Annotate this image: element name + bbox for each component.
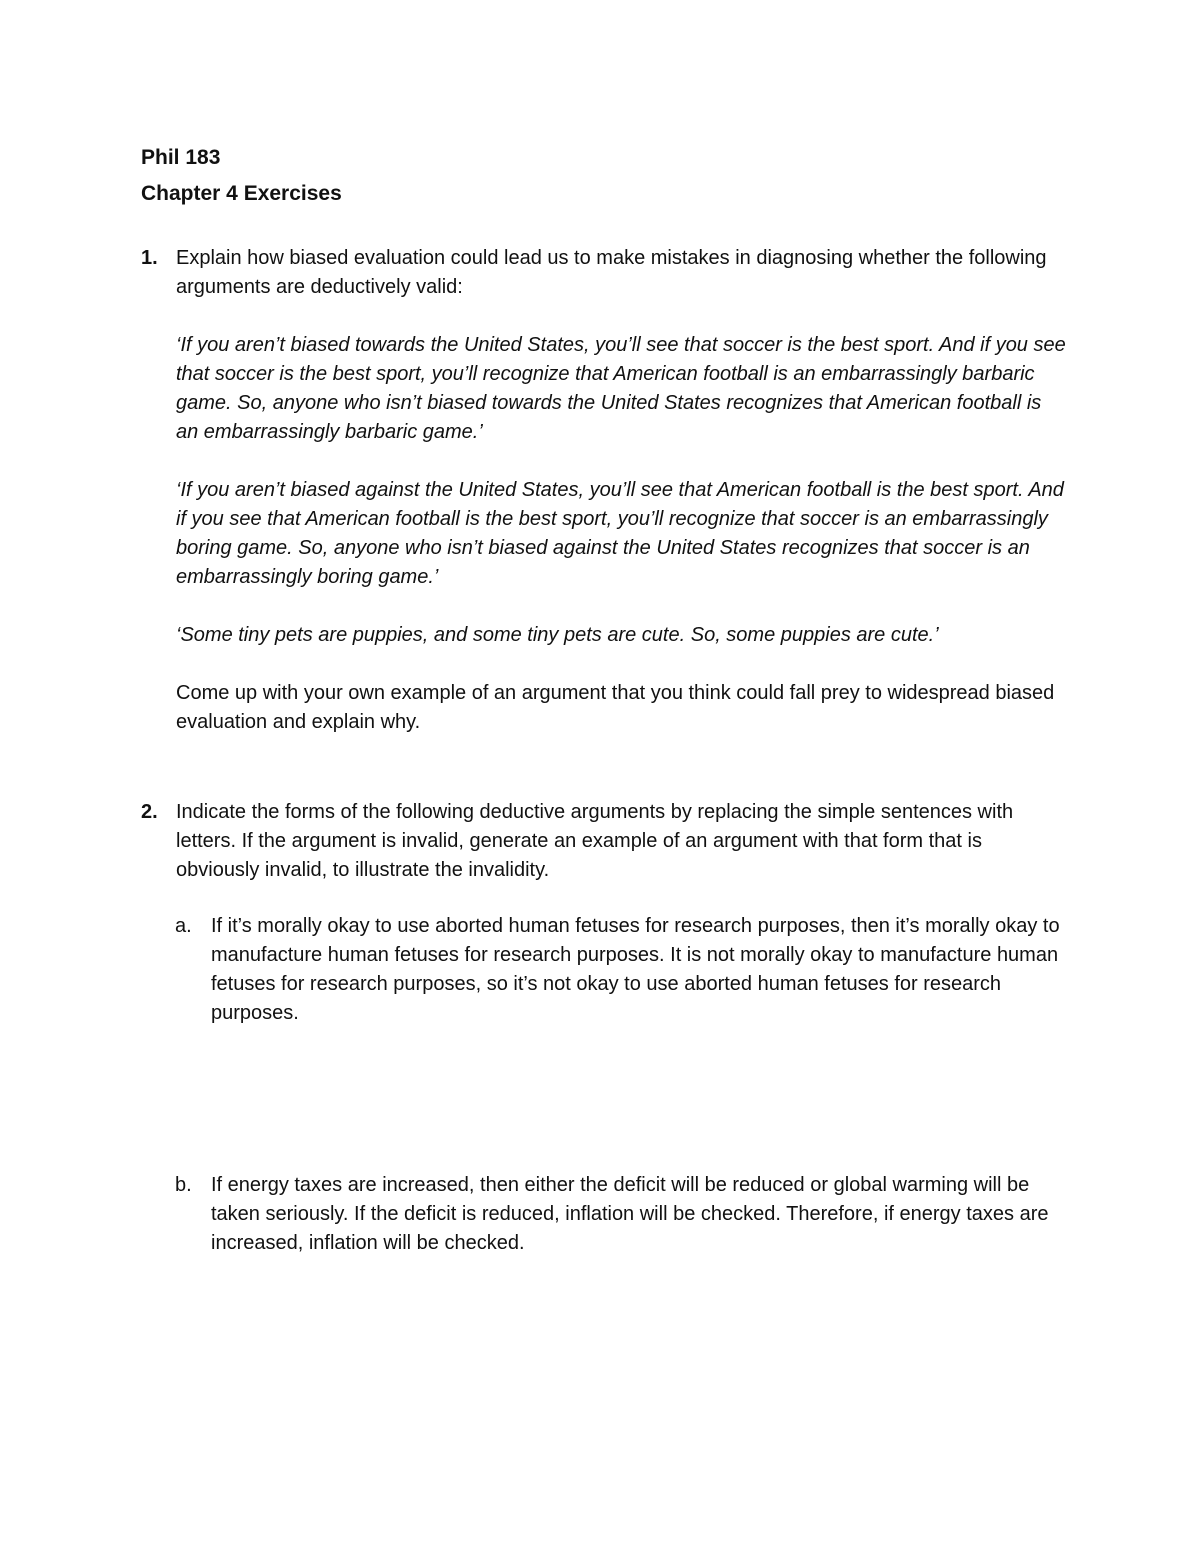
- chapter-title: Chapter 4 Exercises: [141, 182, 342, 205]
- sub-question-letter: b.: [175, 1174, 192, 1196]
- question-body: [176, 244, 1066, 737]
- question-number: 1.: [141, 247, 158, 269]
- question-number: 2.: [141, 801, 158, 823]
- sub-question-text: If it’s morally okay to use aborted human fetuses for research purposes, then it’s morally okay to manufacture human fetuses for research purposes. It is not morally okay to manufacture human fetuses for research purposes, so it’s not okay to use aborted human fetuses for research purposes.: [211, 915, 1060, 1024]
- sub-question-letter: a.: [175, 915, 192, 937]
- question-prompt: Indicate the forms of the following deductive arguments by replacing the simple sentences with letters. If the argument is invalid, generate an example of an argument with that form that is obviously invalid, to illustrate the invalidity.: [176, 801, 1014, 881]
- argument-quote: ‘Some tiny pets are puppies, and some tiny pets are cute. So, some puppies are cute.’: [176, 624, 939, 646]
- course-title: Phil 183: [141, 146, 221, 169]
- argument-quote: ‘If you aren’t biased against the United States, you’ll see that American football is the best sport. And if you see that American football is the best sport, you’ll recognize that soccer is an embarrassingly boring game. So, anyone who isn’t biased against the United States recognizes that soccer is an embarrassingly boring game.’: [176, 479, 1064, 588]
- question-body: [176, 798, 1066, 885]
- question-prompt: Explain how biased evaluation could lead us to make mistakes in diagnosing whether the following arguments are deductively valid:: [176, 247, 1047, 298]
- sub-question-text: If energy taxes are increased, then either the deficit will be reduced or global warming will be taken seriously. If the deficit is reduced, inflation will be checked. Therefore, if energy taxes are increased, inflation will be checked.: [211, 1174, 1049, 1254]
- argument-quote: ‘If you aren’t biased towards the United States, you’ll see that soccer is the best sport. And if you see that soccer is the best sport, you’ll recognize that American football is an embarrassingly barbaric game. So, anyone who isn’t biased towards the United States recognizes that American football is an embarrassingly barbaric game.’: [176, 334, 1066, 443]
- question-followup: Come up with your own example of an argument that you think could fall prey to widespread biased evaluation and explain why.: [176, 682, 1055, 733]
